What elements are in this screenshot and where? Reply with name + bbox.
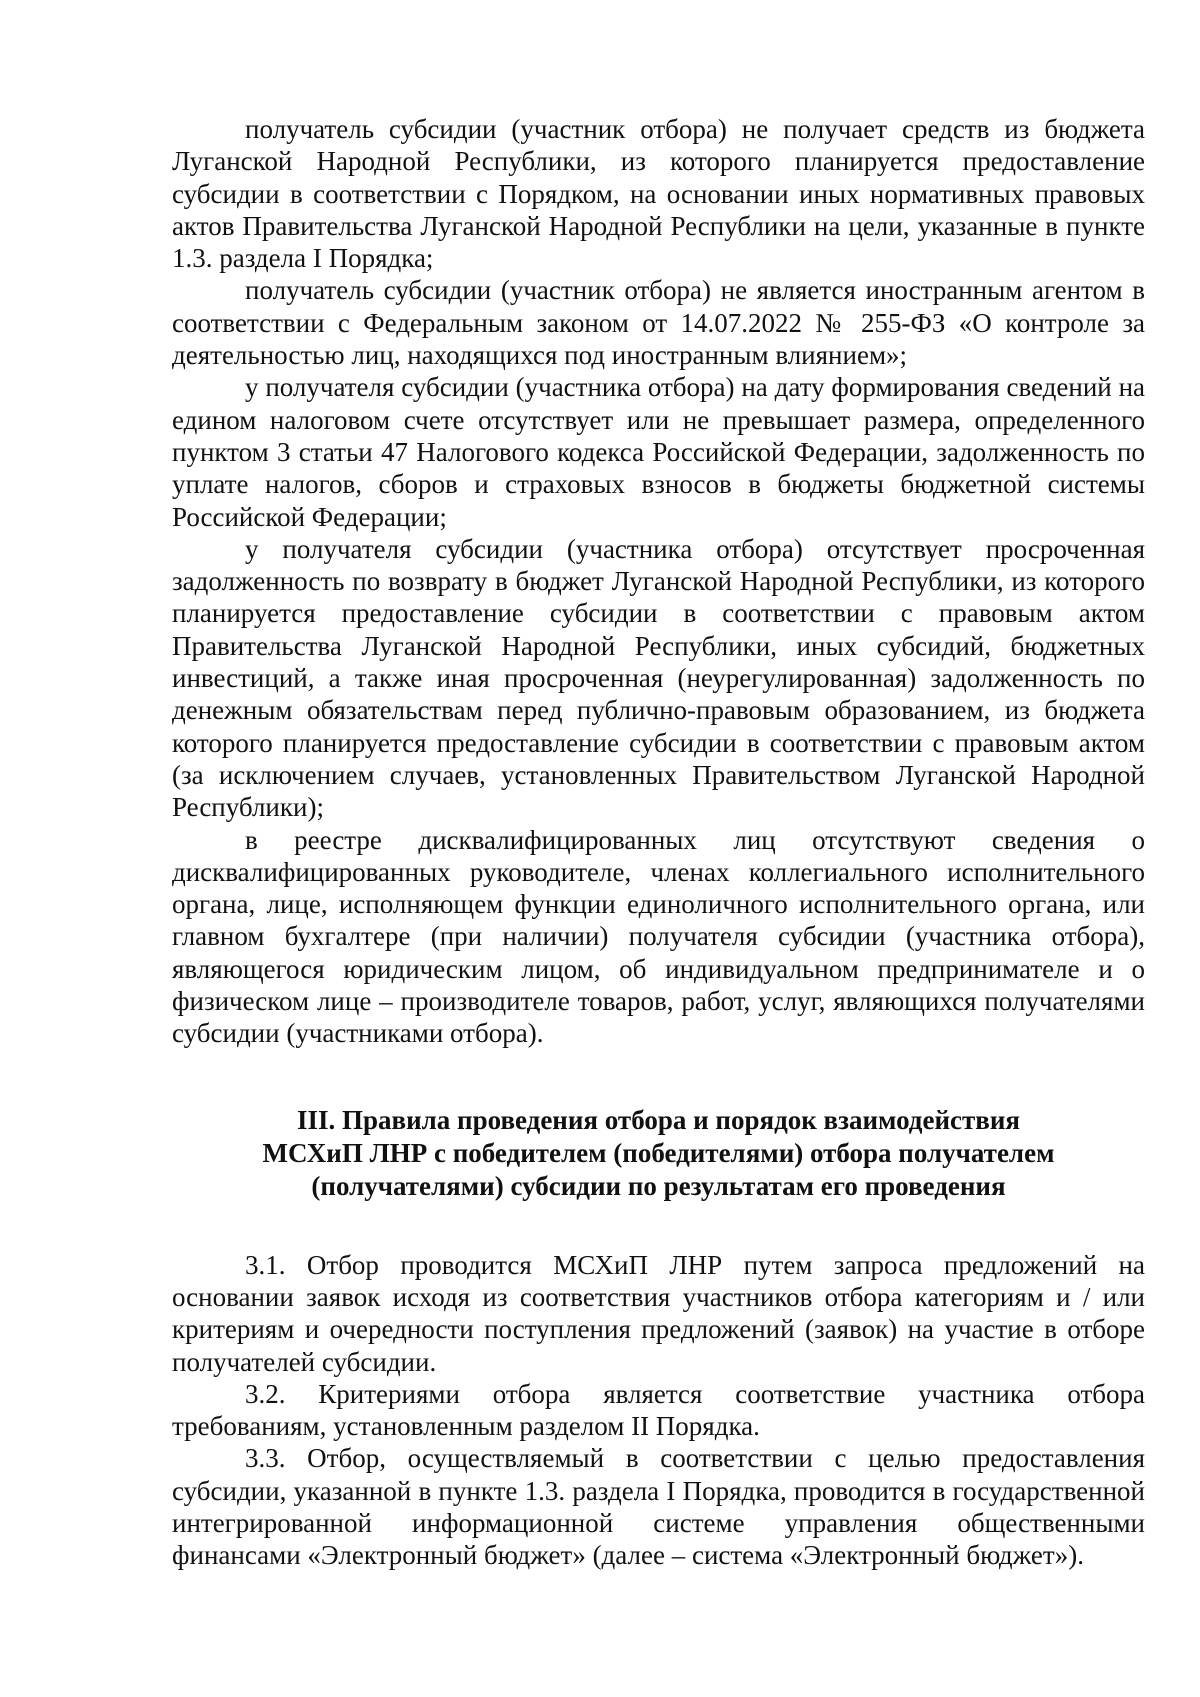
paragraph-not-foreign-agent: получатель субсидии (участник отбора) не является иностранным агентом в соответствии с Федеральным законом от 14.07.2022 № 255-ФЗ «О контроле за деятельностью лиц, находящихся под иностранным влиянием»; — [172, 275, 1145, 371]
paragraph-3-3: 3.3. Отбор, осуществляемый в соответствии с целью предоставления субсидии, указанной в пункте 1.3. раздела I Порядка, проводится в государственной интегрированной информационной системе управления общественными финансами «Электронный бюджет» (далее – система «Электронный бюджет»). — [172, 1443, 1145, 1571]
section-heading-line-2: МСХиП ЛНР с победителем (победителями) отбора получателем — [262, 1137, 1055, 1168]
section-heading-line-3: (получателями) субсидии по результатам его проведения — [311, 1170, 1006, 1201]
paragraph-no-budget-funds: получатель субсидии (участник отбора) не получает средств из бюджета Луганской Народной Республики, из которого планируется предоставление субсидии в соответствии с Порядком, на основании иных нормативных правовых актов Правительства Луганской Народной Республики на цели, указанные в пункте 1.3. раздела I Порядка; — [172, 114, 1145, 274]
paragraph-disqualified-registry: в реестре дисквалифицированных лиц отсутствуют сведения о дисквалифицированных руководителе, членах коллегиального исполнительного органа, лице, исполняющем функции единоличного исполнительного органа, или главном бухгалтере (при наличии) получателя субсидии (участника отбора), являющегося юридическим лицом, об индивидуальном предпринимателе и о физическом лице – производителе товаров, работ, услуг, являющихся получателями субсидии (участниками отбора). — [172, 824, 1145, 1049]
section-heading-line-1: III. Правила проведения отбора и порядок взаимодействия — [296, 1104, 1020, 1135]
section-heading — [172, 1104, 1145, 1203]
paragraph-3-2: 3.2. Критериями отбора является соответствие участника отбора требованиям, установленным разделом II Порядка. — [172, 1378, 1145, 1442]
paragraph-tax-debt: у получателя субсидии (участника отбора) на дату формирования сведений на едином налоговом счете отсутствует или не превышает размера, определенного пунктом 3 статьи 47 Налогового кодекса Российской Федерации, задолженность по уплате налогов, сборов и страховых взносов в бюджеты бюджетной системы Российской Федерации; — [172, 372, 1145, 532]
paragraph-overdue-debt: у получателя субсидии (участника отбора) отсутствует просроченная задолженность по возврату в бюджет Луганской Народной Республики, из которого планируется предоставление субсидии в соответствии с правовым актом Правительства Луганской Народной Республики, иных субсидий, бюджетных инвестиций, а также иная просроченная (неурегулированная) задолженность по денежным обязательствам перед публично-правовым образованием, из бюджета которого планируется предоставление субсидии в соответствии с правовым актом (за исключением случаев, установленных Правительством Луганской Народной Республики); — [172, 533, 1145, 823]
paragraph-3-1: 3.1. Отбор проводится МСХиП ЛНР путем запроса предложений на основании заявок исходя из соответствия участников отбора категориям и / или критериям и очередности поступления предложений (заявок) на участие в отборе получателей субсидии. — [172, 1249, 1145, 1377]
document-page — [172, 113, 1145, 1572]
